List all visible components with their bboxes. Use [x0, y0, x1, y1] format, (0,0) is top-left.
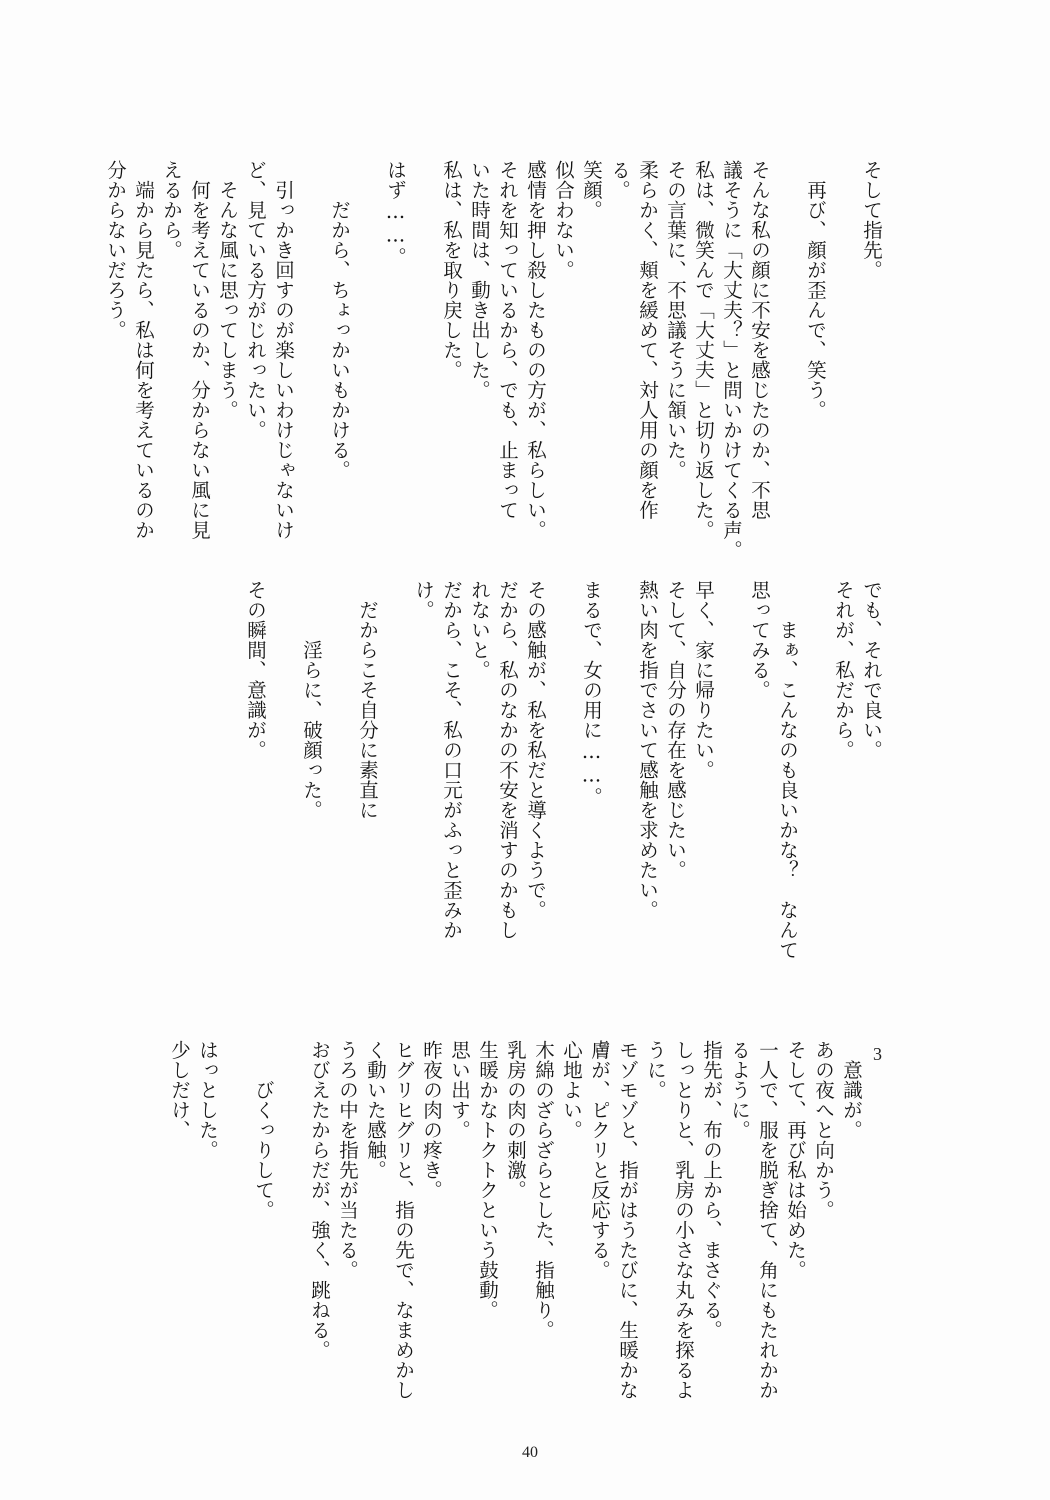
text-line: [801, 580, 829, 960]
text-line: るように。: [728, 1040, 751, 1140]
text-line: 意識が。: [840, 1040, 863, 1140]
text-line: 柔らかく、頬を緩めて、対人用の顔を作: [636, 160, 659, 520]
text-line: れないと。: [468, 580, 491, 680]
text-line: 淫らに、破顔った。: [300, 580, 323, 820]
text-block-bottom: [165, 1040, 865, 1420]
text-line: そして、自分の存在を感じたい。: [664, 580, 687, 880]
text-line: 生暖かなトクトクという鼓動。: [476, 1040, 499, 1320]
text-line: その瞬間、意識が。: [244, 580, 267, 760]
text-block-top: [101, 160, 885, 580]
text-line: 感情を押し殺したものの方が、私らしい。: [524, 160, 547, 540]
text-line: あの夜へと向かう。: [812, 1040, 835, 1220]
text-line: 少しだけ、: [168, 1040, 191, 1140]
text-line: 私は、微笑んで「大丈夫」と切り返した。: [692, 160, 715, 540]
text-line: 思い出す。: [448, 1040, 471, 1140]
text-line: 引っかき回すのが楽しいわけじゃないけ: [272, 160, 295, 540]
text-block-middle: [241, 580, 885, 960]
text-line: そして指先。: [860, 160, 883, 280]
text-line: [325, 580, 353, 960]
text-line: その言葉に、不思議そうに頷いた。: [664, 160, 687, 480]
section-number: 3: [873, 1044, 882, 1064]
text-line: [277, 1040, 305, 1420]
text-line: だから、こそ、私の口元がふっと歪みか: [440, 580, 463, 940]
text-line: まぁ、こんなのも良いかな？ なんて: [776, 580, 799, 960]
text-line: はず……。: [384, 160, 407, 267]
text-line: 昨夜の肉の疼き。: [420, 1040, 443, 1200]
text-line: [549, 580, 577, 960]
text-line: だからこそ自分に素直に: [356, 580, 379, 820]
text-line: その感触が、私を私だと導くようで。: [524, 580, 547, 920]
text-line: しっとりと、乳房の小さな丸みを探るよ: [672, 1040, 695, 1400]
text-line: モゾモゾと、指がはうたびに、生暖かな: [616, 1040, 639, 1400]
text-line: [221, 1040, 249, 1420]
text-line: 端から見たら、私は何を考えているのか: [132, 160, 155, 540]
text-line: [297, 160, 325, 580]
text-line: 議そうに「大丈夫？」と問いかけてくる声。: [720, 160, 743, 560]
text-line: それを知っているから、でも、止まって: [496, 160, 519, 520]
text-line: [269, 580, 297, 960]
text-line: そんな風に思ってしまう。: [216, 160, 239, 420]
text-line: 再び、顔が歪んで、笑う。: [804, 160, 827, 420]
text-line: く動いた感触。: [364, 1040, 387, 1180]
text-line: 笑顔。: [580, 160, 603, 220]
text-line: 私は、私を取り戻した。: [440, 160, 463, 380]
text-line: 膚が、ピクリと反応する。: [588, 1040, 611, 1280]
text-line: 早く、家に帰りたい。: [692, 580, 715, 780]
text-line: それが、私だから。: [832, 580, 855, 760]
text-line: 指先が、布の上から、まさぐる。: [700, 1040, 723, 1340]
text-line: ヒグリヒグリと、指の先で、なまめかし: [392, 1040, 415, 1400]
text-line: [829, 160, 857, 580]
text-line: [717, 580, 745, 960]
text-line: [773, 160, 801, 580]
text-line: 木綿のざらざらとした、指触り。: [532, 1040, 555, 1340]
text-line: 何を考えているのか、分からない風に見: [188, 160, 211, 540]
text-line: いた時間は、動き出した。: [468, 160, 491, 400]
text-line: そして、再び私は始めた。: [784, 1040, 807, 1280]
text-line: でも、それで良い。: [860, 580, 883, 760]
text-line: 心地よい。: [560, 1040, 583, 1140]
text-line: [605, 580, 633, 960]
text-line: だから、ちょっかいもかける。: [328, 160, 351, 480]
page-number: 40: [522, 1444, 538, 1461]
text-line: はっとした。: [196, 1040, 219, 1160]
text-line: おびえたからだが、強く、跳ねる。: [308, 1040, 331, 1360]
text-line: 熱い肉を指でさいて感触を求めたい。: [636, 580, 659, 920]
text-line: うに。: [644, 1040, 667, 1100]
text-line: びくっりして。: [252, 1040, 275, 1220]
text-line: えるから。: [160, 160, 183, 260]
text-line: だから、私のなかの不安を消すのかもし: [496, 580, 519, 940]
text-line: 分からないだろう。: [104, 160, 127, 340]
text-line: [381, 580, 409, 960]
text-line: 思ってみる。: [748, 580, 771, 700]
text-line: [353, 160, 381, 580]
text-line: まるで、女の用に……。: [580, 580, 603, 807]
text-line: 似合わない。: [552, 160, 575, 280]
text-line: け。: [412, 580, 435, 620]
text-line: そんな私の顔に不安を感じたのか、不思: [748, 160, 771, 520]
text-line: [409, 160, 437, 580]
text-line: 一人で、服を脱ぎ捨て、角にもたれかか: [756, 1040, 779, 1400]
text-line: うろの中を指先が当たる。: [336, 1040, 359, 1280]
text-line: 乳房の肉の刺激。: [504, 1040, 527, 1200]
text-line: ど、見ている方がじれったい。: [244, 160, 267, 440]
text-line: る。: [608, 160, 631, 200]
